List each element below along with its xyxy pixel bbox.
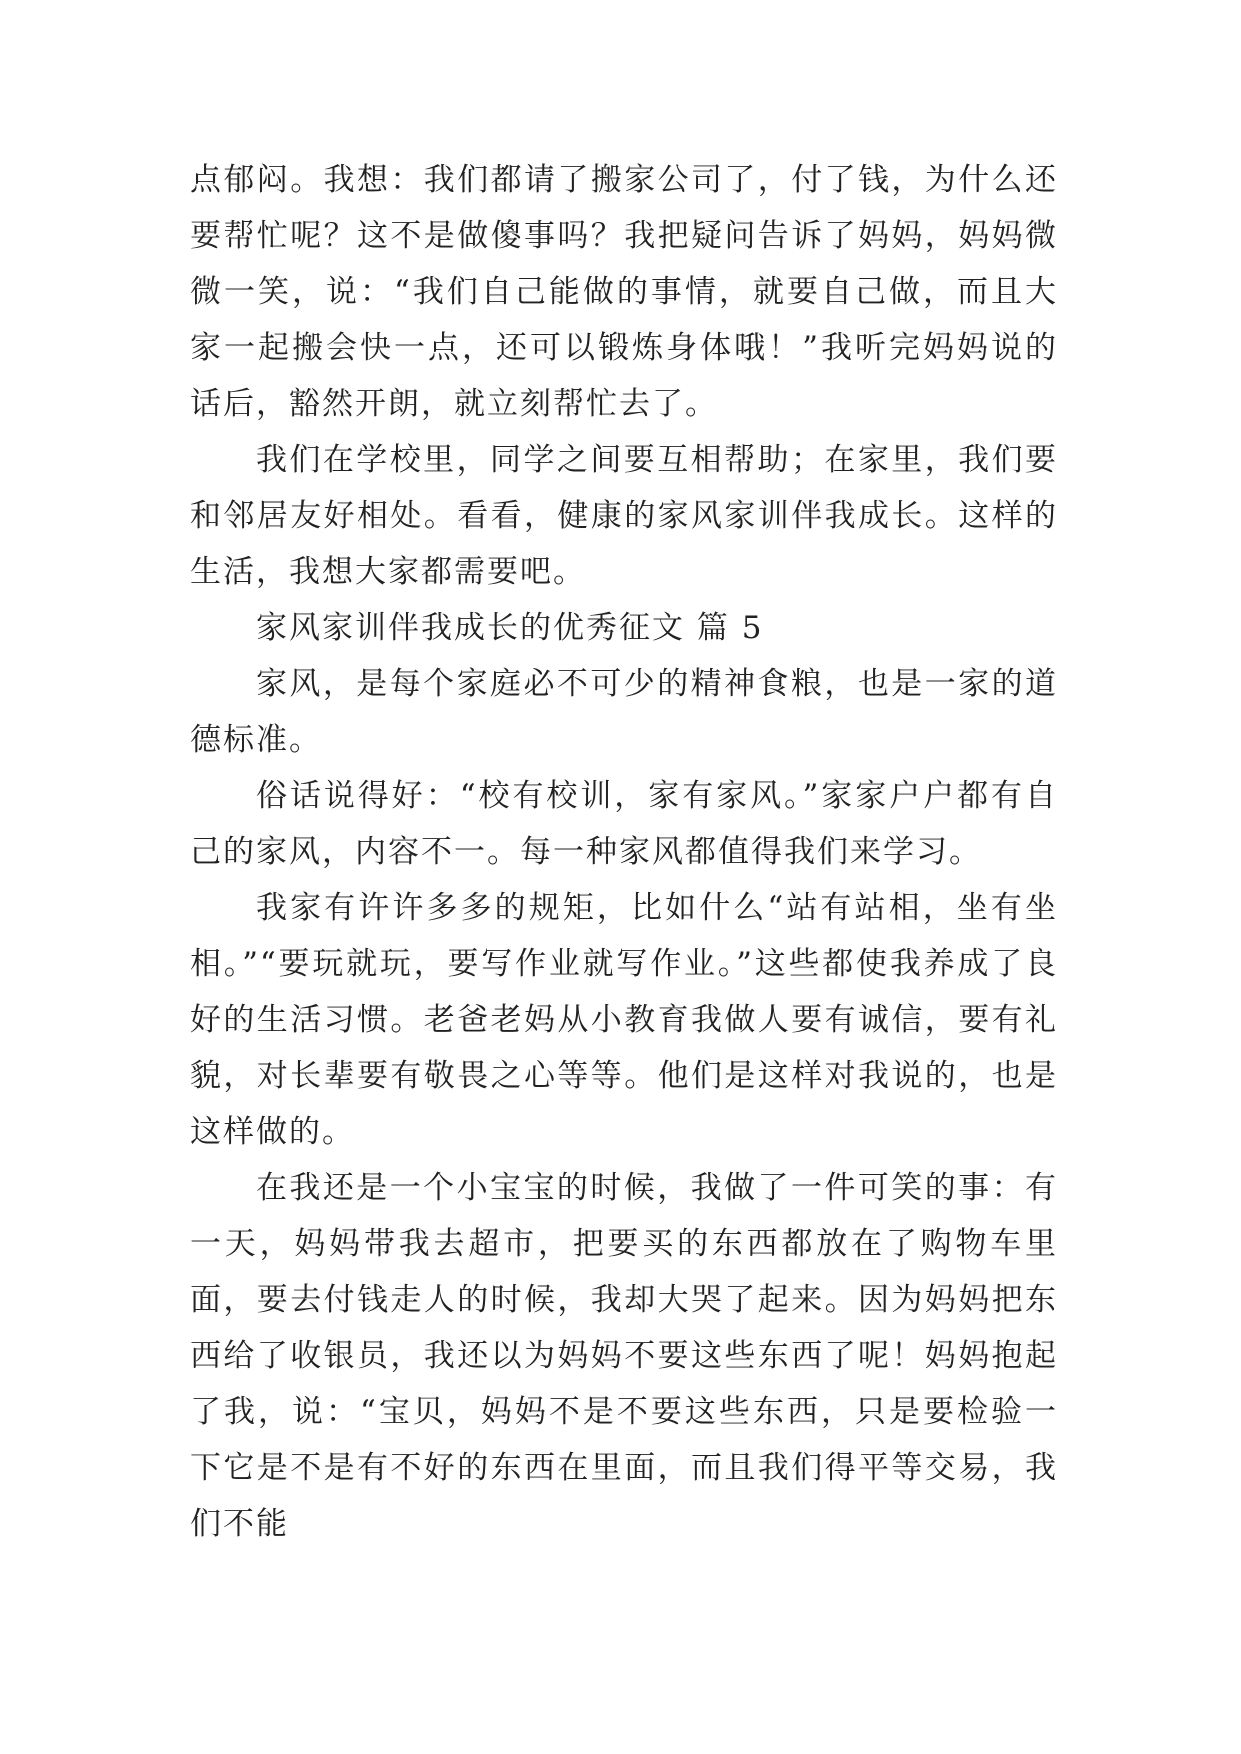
- paragraph-supermarket-story: 在我还是一个小宝宝的时候，我做了一件可笑的事：有一天，妈妈带我去超市，把要买的东西都放在了购物车里面，要去付钱走人的时候，我却大哭了起来。因为妈妈把东西给了收银员，我还以为妈妈不要这些东西了呢！妈妈抱起了我，说：“宝贝，妈妈不是不要这些东西，只是要检验一下它是不是有不好的东西在里面，而且我们得平等交易，我们不能: [190, 1170, 1058, 1542]
- paragraph-continuation: 点郁闷。我想：我们都请了搬家公司了，付了钱，为什么还要帮忙呢？这不是做傻事吗？我把疑问告诉了妈妈，妈妈微微一笑，说：“我们自己能做的事情，就要自己做，而且大家一起搬会快一点，还可以锻炼身体哦！”我听完妈妈说的话后，豁然开朗，就立刻帮忙去了。: [190, 162, 1058, 422]
- document-body: [190, 152, 1058, 1552]
- paragraph-proverb: 俗话说得好：“校有校训，家有家风。”家家户户都有自己的家风，内容不一。每一种家风都值得我们来学习。: [190, 778, 1058, 870]
- paragraph-family-style-definition: 家风，是每个家庭必不可少的精神食粮，也是一家的道德标准。: [190, 666, 1058, 758]
- essay-heading: 家风家训伴我成长的优秀征文 篇 5: [256, 610, 764, 646]
- paragraph-family-rules: 我家有许许多多的规矩，比如什么“站有站相，坐有坐相。”“要玩就玩，要写作业就写作业。”这些都使我养成了良好的生活习惯。老爸老妈从小教育我做人要有诚信，要有礼貌，对长辈要有敬畏之心等等。他们是这样对我说的，也是这样做的。: [190, 890, 1058, 1150]
- paragraph-school-home: 我们在学校里，同学之间要互相帮助；在家里，我们要和邻居友好相处。看看，健康的家风家训伴我成长。这样的生活，我想大家都需要吧。: [190, 442, 1058, 590]
